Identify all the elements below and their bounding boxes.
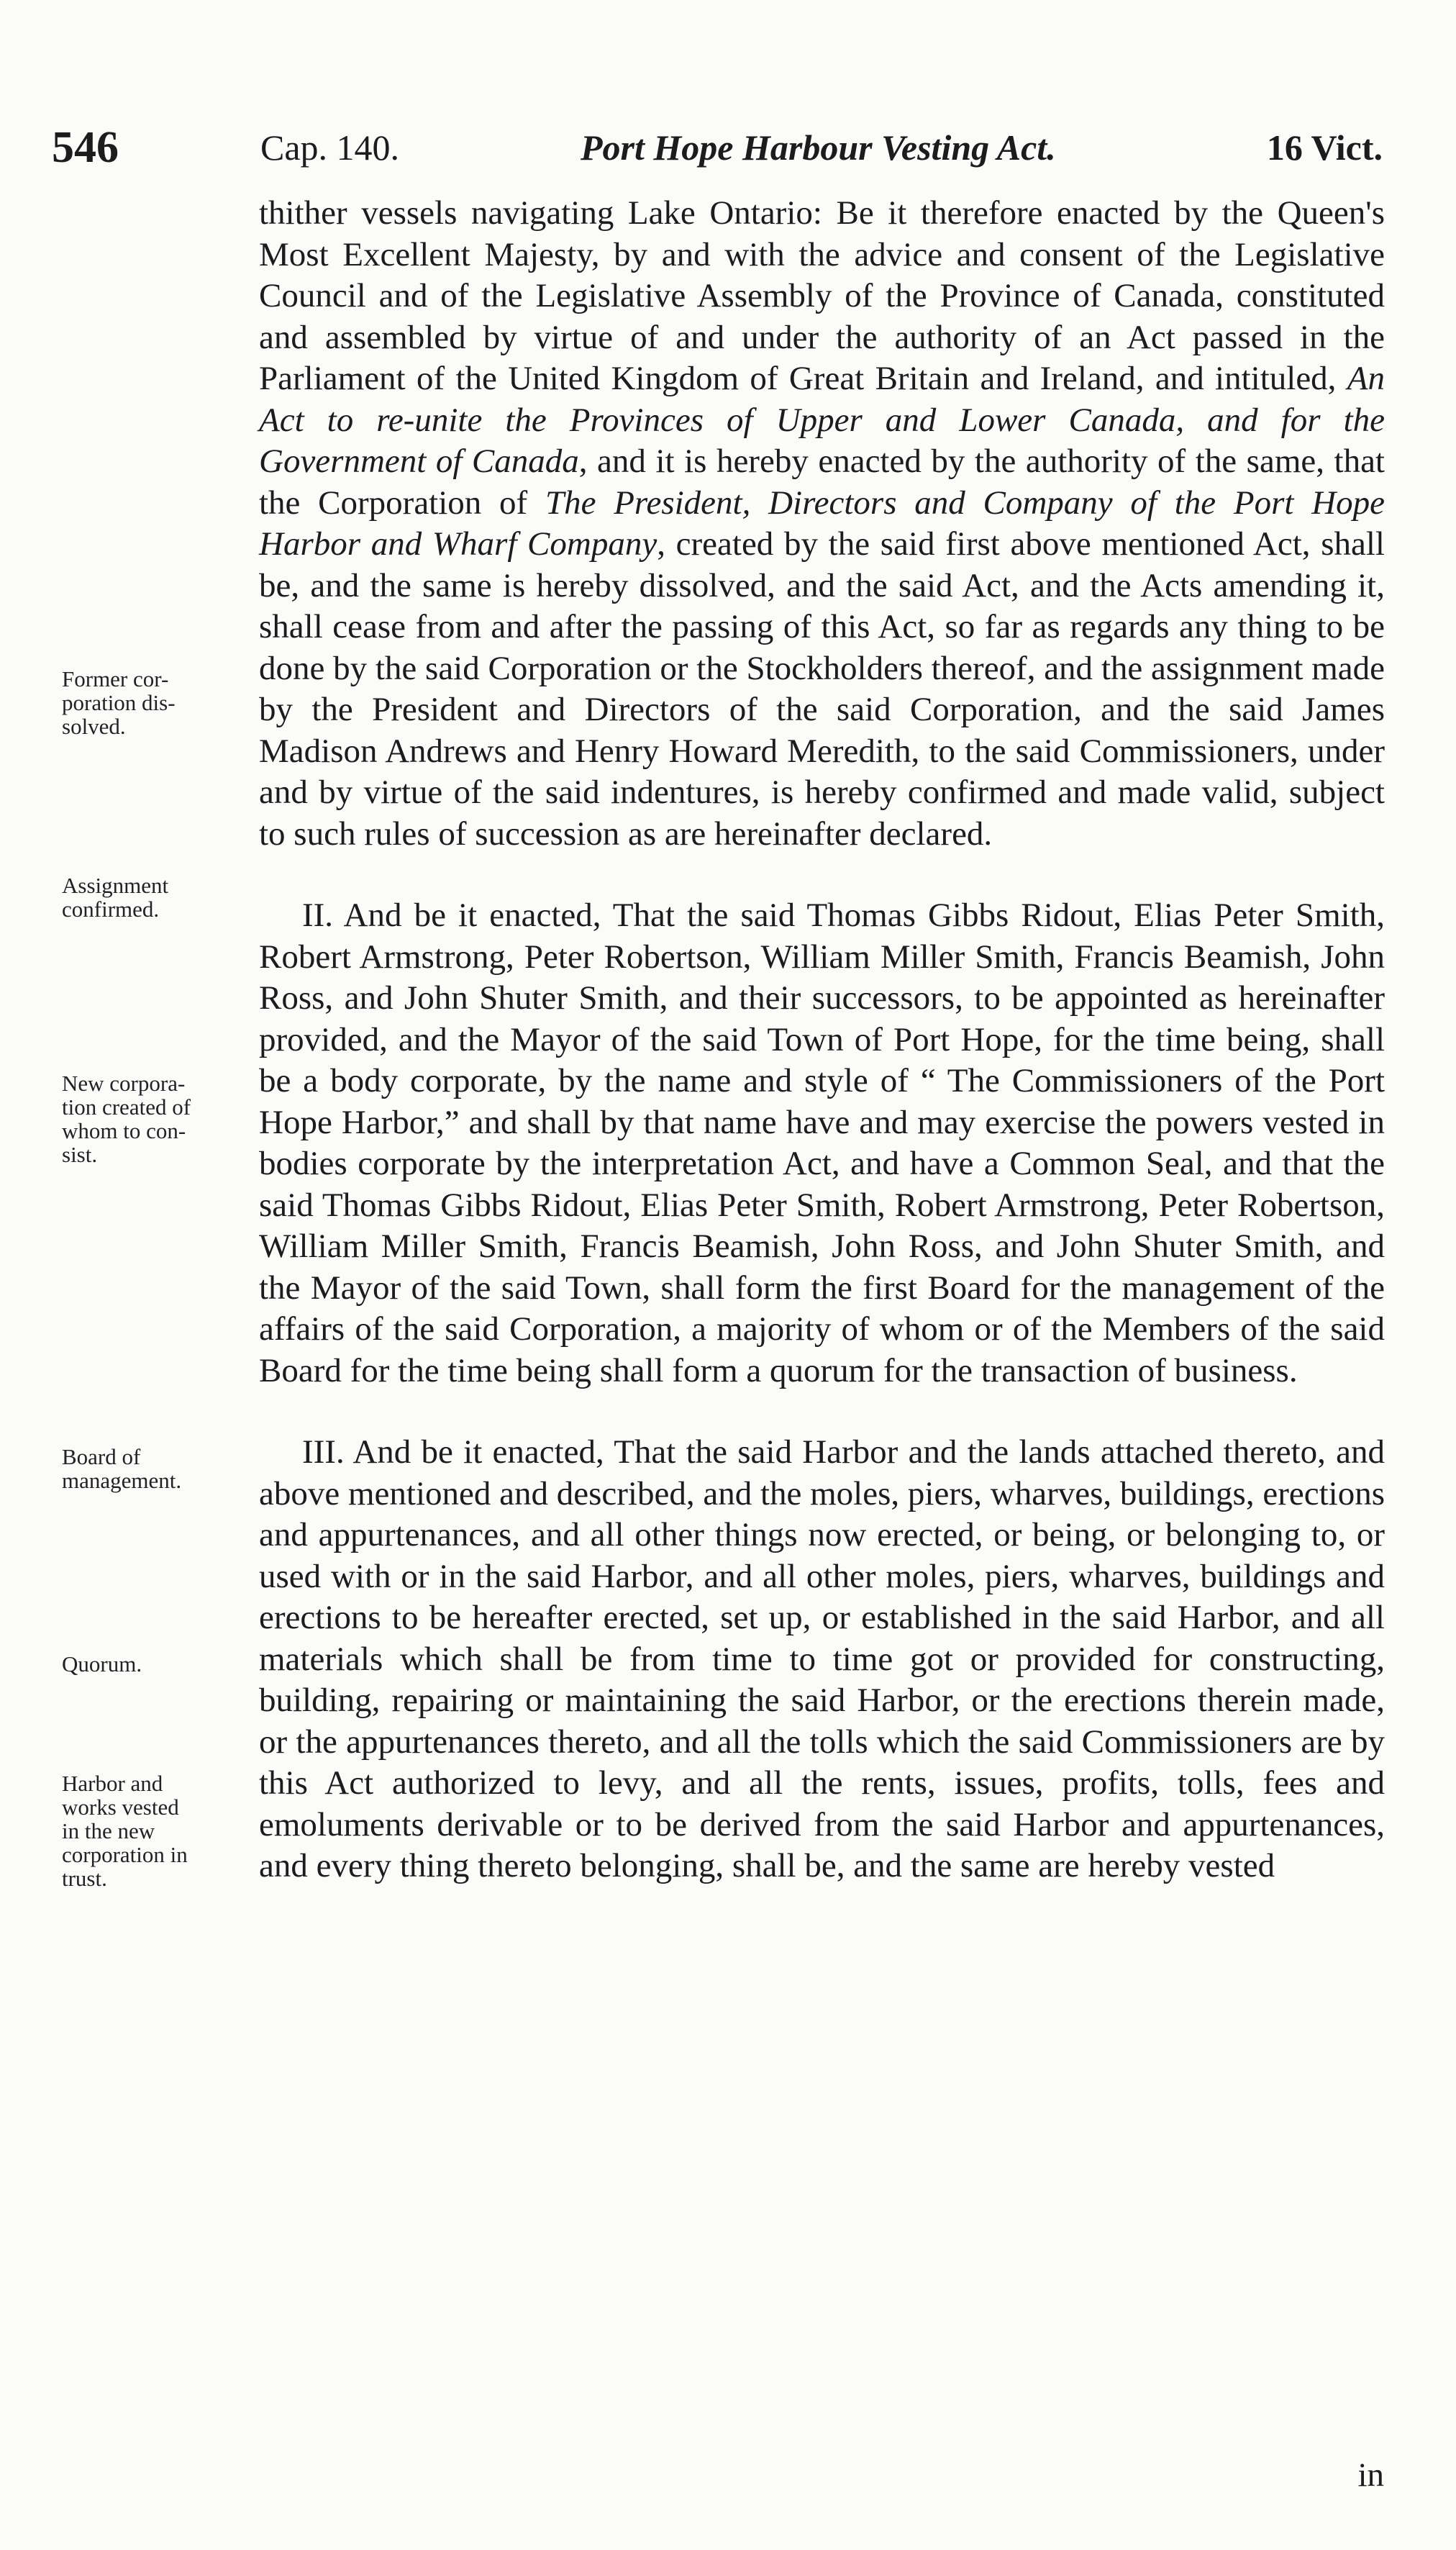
section-iii: III. And be it enacted, That the said Harbor and the lands attached thereto, and above mentioned and described, and the moles, piers, wharves, buildings, erections and appurtenances, and all other things now erected, or being, or belonging to, or used with or in the said Harbor, and all other moles, piers, wharves, buildings and erections to be hereafter erected, set up, or established in the said Harbor, and all materials which shall be from time to time got or provided for constructing, building, repairing or maintaining the said Harbor, or the erections therein made, or the appurtenances thereto, and all the tolls which the said Commissioners are by this Act authorized to levy, and all the rents, issues, profits, tolls, fees and emoluments derivable or to be derived from the said Harbor and appurtenances, and every thing thereto belonging, shall be, and the same are hereby vested [259, 1433, 1385, 1884]
main-text [259, 193, 1385, 1887]
margin-note-harbor-vested: Harbor and works vested in the new corporation in trust. [62, 1771, 188, 1891]
session-label: 16 Vict. [1266, 127, 1383, 168]
margin-note-former-corporation: Former cor- poration dis- solved. [62, 666, 176, 739]
section-ii: II. And be it enacted, That the said Thomas Gibbs Ridout, Elias Peter Smith, Robert Armstrong, Peter Robertson, William Miller Smith, Francis Beamish, John Ross, and John Shuter Smith, and their successors, to be appointed as hereinafter provided, and the Mayor of the said Town of Port Hope, for the time being, shall be a body corporate, by the name and style of “ The Commissioners of the Port Hope Harbor,” and shall by that name have and may exercise the powers vested in bodies corporate by the interpretation Act, and have a Common Seal, and that the said Thomas Gibbs Ridout, Elias Peter Smith, Robert Armstrong, Peter Robertson, William Miller Smith, Francis Beamish, John Ross, and John Shuter Smith, and the Mayor of the said Town, shall form the first Board for the management of the affairs of the said Corporation, a majority of whom or of the Members of the said Board for the time being shall form a quorum for the transaction of business. [259, 897, 1385, 1389]
margin-note-assignment: Assignment confirmed. [62, 873, 169, 922]
page-number: 546 [52, 123, 119, 172]
act-citation: An Act to re-unite the Provinces of Upper and Lower Canada, and for the Government of Canada [259, 360, 1385, 480]
running-header [52, 115, 1383, 180]
margin-note-quorum: Quorum. [62, 1651, 142, 1676]
paragraph-1: thither vessels navigating Lake Ontario: Be it therefore enacted by the Queen's Most Excellent Majesty, by and with the advice and consent of the Legislative Council and of the Legislative Assembly of the Province of Canada, constituted and assembled by virtue of and under the authority of an Act passed in the Parliament of the United Kingdom of Great Britain and Ireland, and intituled, An Act to re-unite the Provinces of Upper and Lower Canada, and for the Government of Canada, and it is hereby enacted by the authority of the same, that the Corporation of The President, Directors and Company of the Port Hope Harbor and Wharf Company, created by the said first above mentioned Act, shall be, and the same is hereby dissolved, and the said Act, and the Acts amending it, shall cease from and after the passing of this Act, so far as regards any thing to be done by the said Corporation or the Stockholders thereof, and the assignment made by the President and Directors of the said Corporation, and the said James Madison Andrews and Henry Howard Meredith, to the said Commissioners, under and by virtue of the said indentures, is hereby confirmed and made valid, subject to such rules of succession as are hereinafter declared. [259, 194, 1385, 853]
act-title: Port Hope Harbour Vesting Act. [581, 127, 1056, 168]
corporation-name: The President, Directors and Company of the Port Hope Harbor and Wharf Company [259, 484, 1385, 563]
continuation-word: in [1357, 2456, 1384, 2494]
margin-note-new-corporation: New corpora- tion created of whom to con- sist. [62, 1071, 191, 1167]
margin-note-board: Board of management. [62, 1444, 182, 1493]
chapter-label: Cap. 140. [260, 127, 400, 168]
